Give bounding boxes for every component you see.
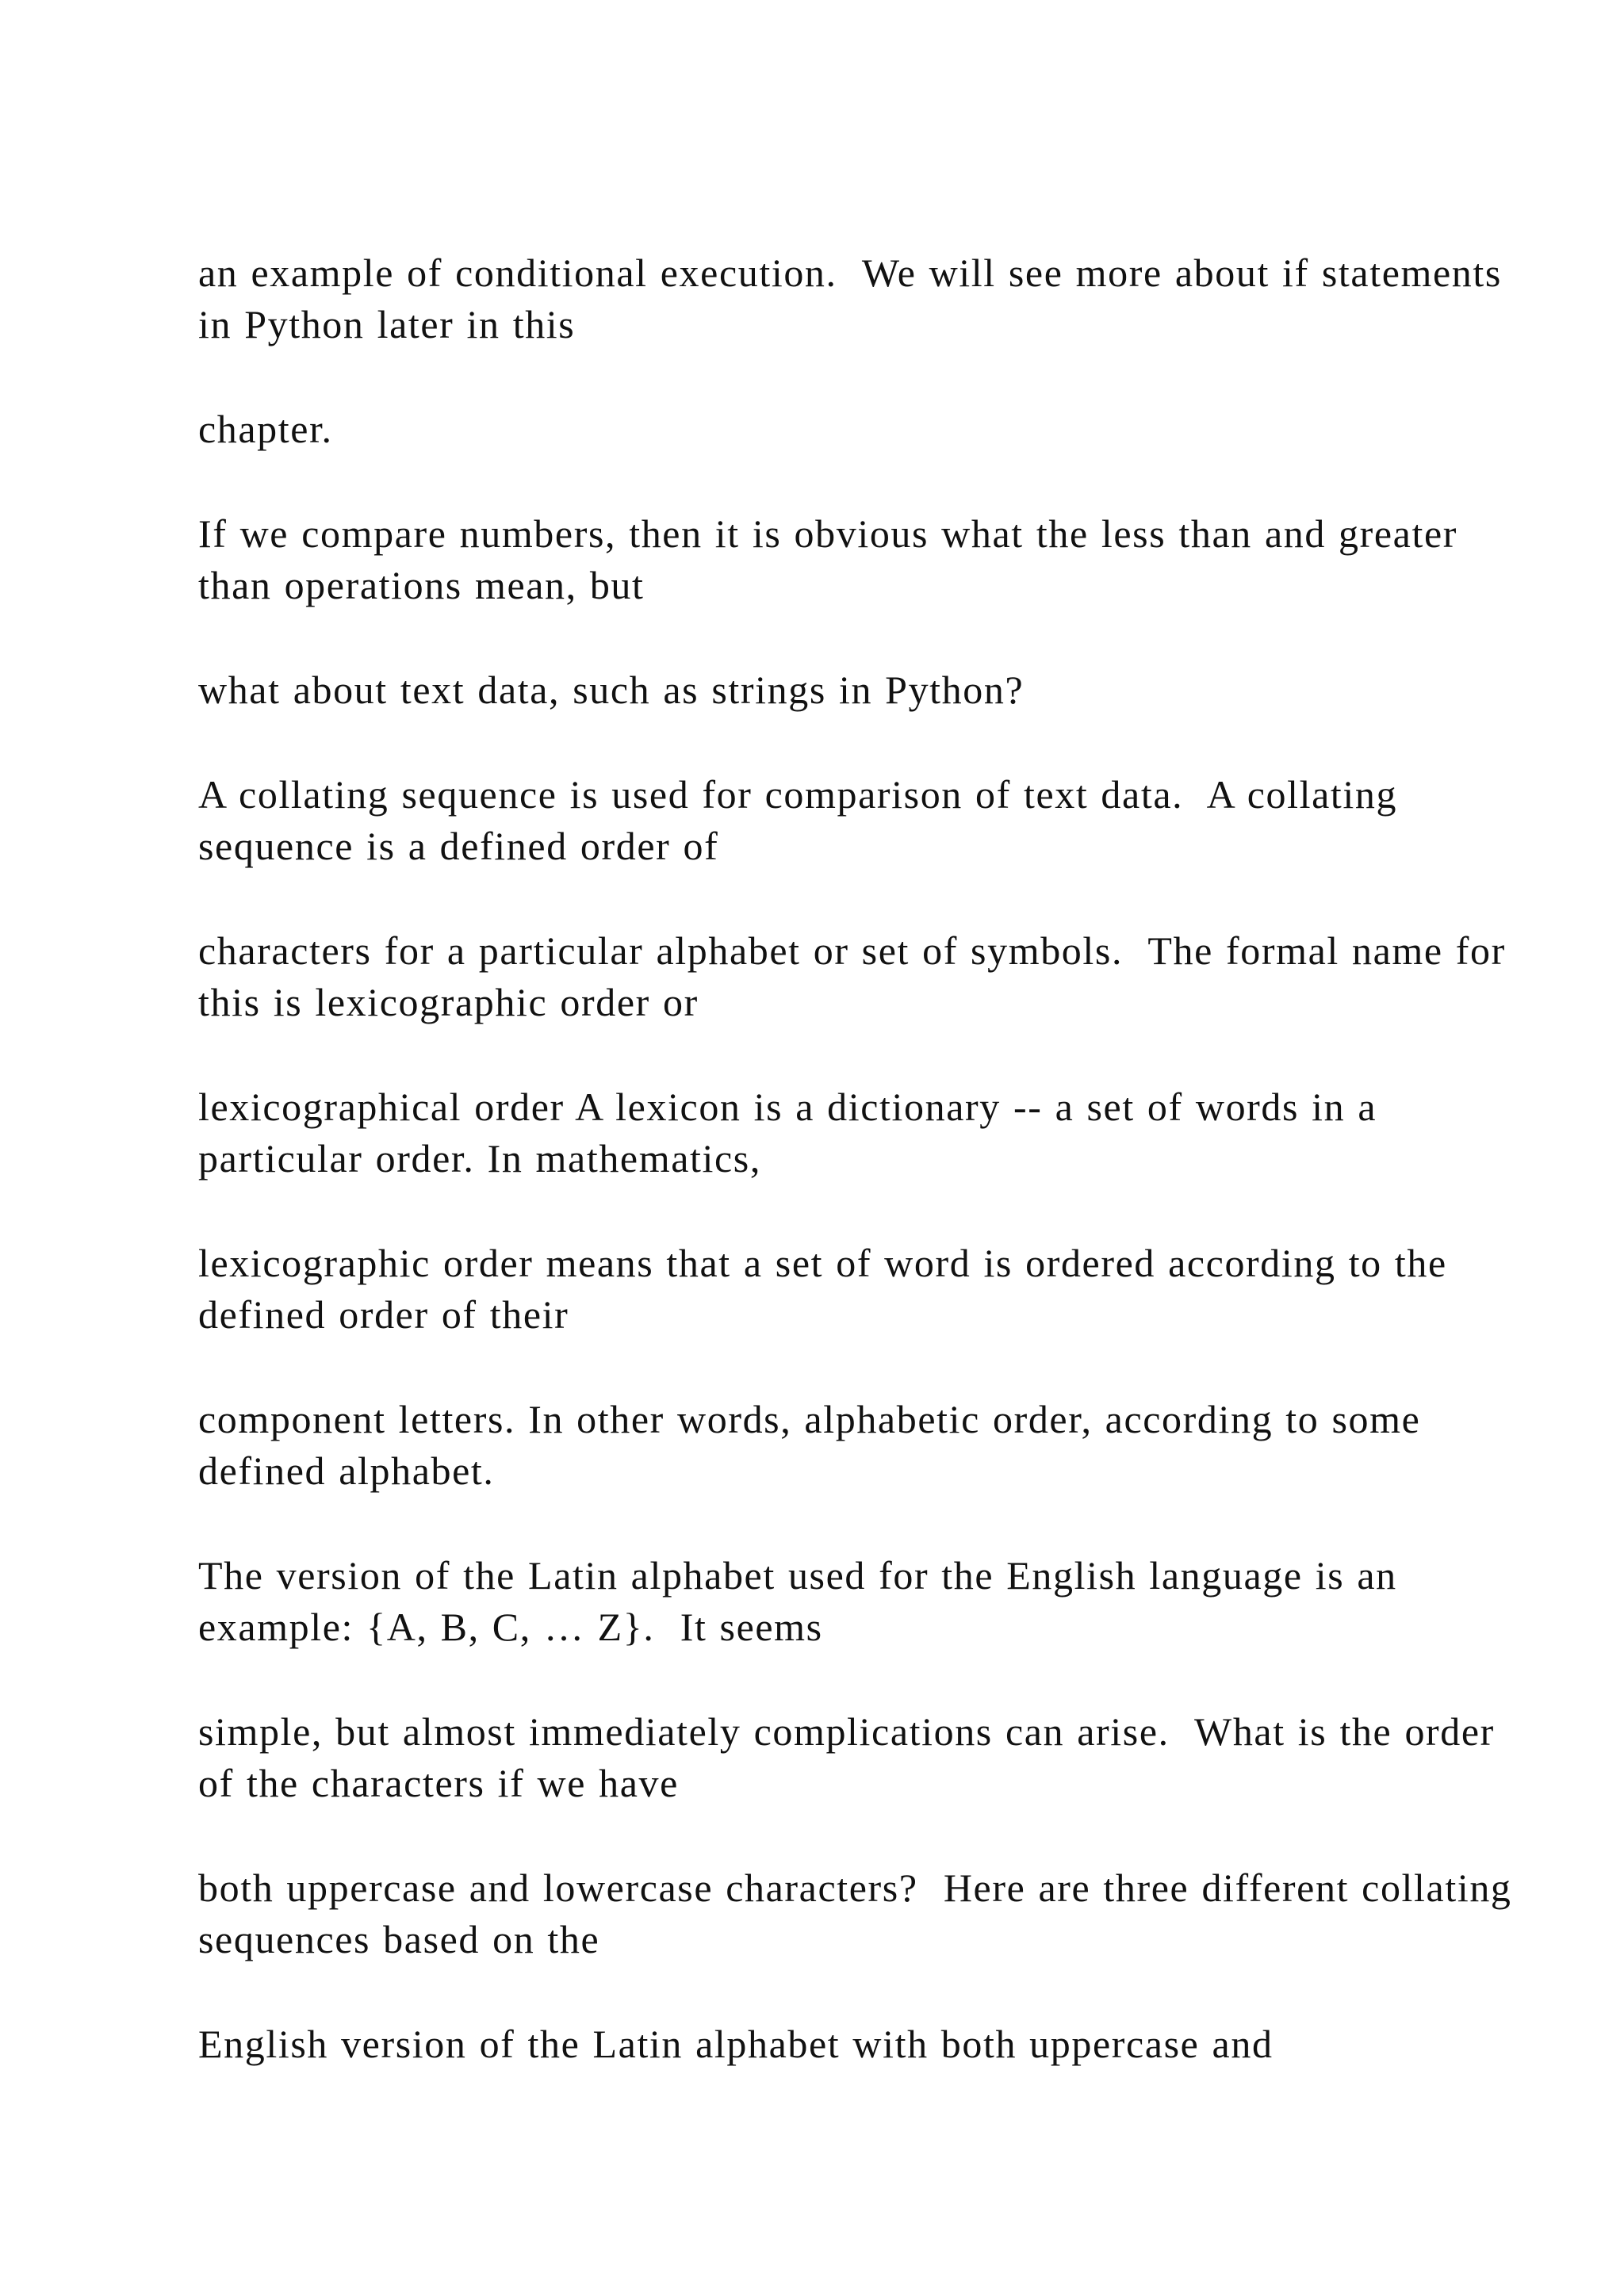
paragraph-9: component letters. In other words, alphabetic order, according to some defined alphabet. (198, 1397, 1434, 1493)
document-body (198, 247, 1525, 2123)
paragraph-7: lexicographical order A lexicon is a dictionary -- a set of words in a particular order. In mathematics, (198, 1085, 1390, 1181)
paragraph-5: A collating sequence is used for comparison of text data. A collating sequence is a defined order of (198, 772, 1411, 868)
paragraph-1: an example of conditional execution. We will see more about if statements in Python later in this (198, 251, 1515, 346)
paragraph-2: chapter. (198, 407, 333, 451)
paragraph-10: The version of the Latin alphabet used for the English language is an example: {A, B, C, … Z}. It seems (198, 1553, 1410, 1649)
paragraph-3: If we compare numbers, then it is obvious what the less than and greater than operations mean, but (198, 511, 1471, 607)
paragraph-4: what about text data, such as strings in Python? (198, 668, 1025, 712)
paragraph-12: both uppercase and lowercase characters? Here are three different collating sequences based on the (198, 1866, 1525, 1961)
paragraph-6: characters for a particular alphabet or set of symbols. The formal name for this is lexicographic order or (198, 928, 1519, 1024)
paragraph-11: simple, but almost immediately complications can arise. What is the order of the characters if we have (198, 1709, 1508, 1805)
paragraph-13: English version of the Latin alphabet with both uppercase and (198, 2022, 1274, 2066)
paragraph-8: lexicographic order means that a set of word is ordered according to the defined order of their (198, 1241, 1460, 1337)
